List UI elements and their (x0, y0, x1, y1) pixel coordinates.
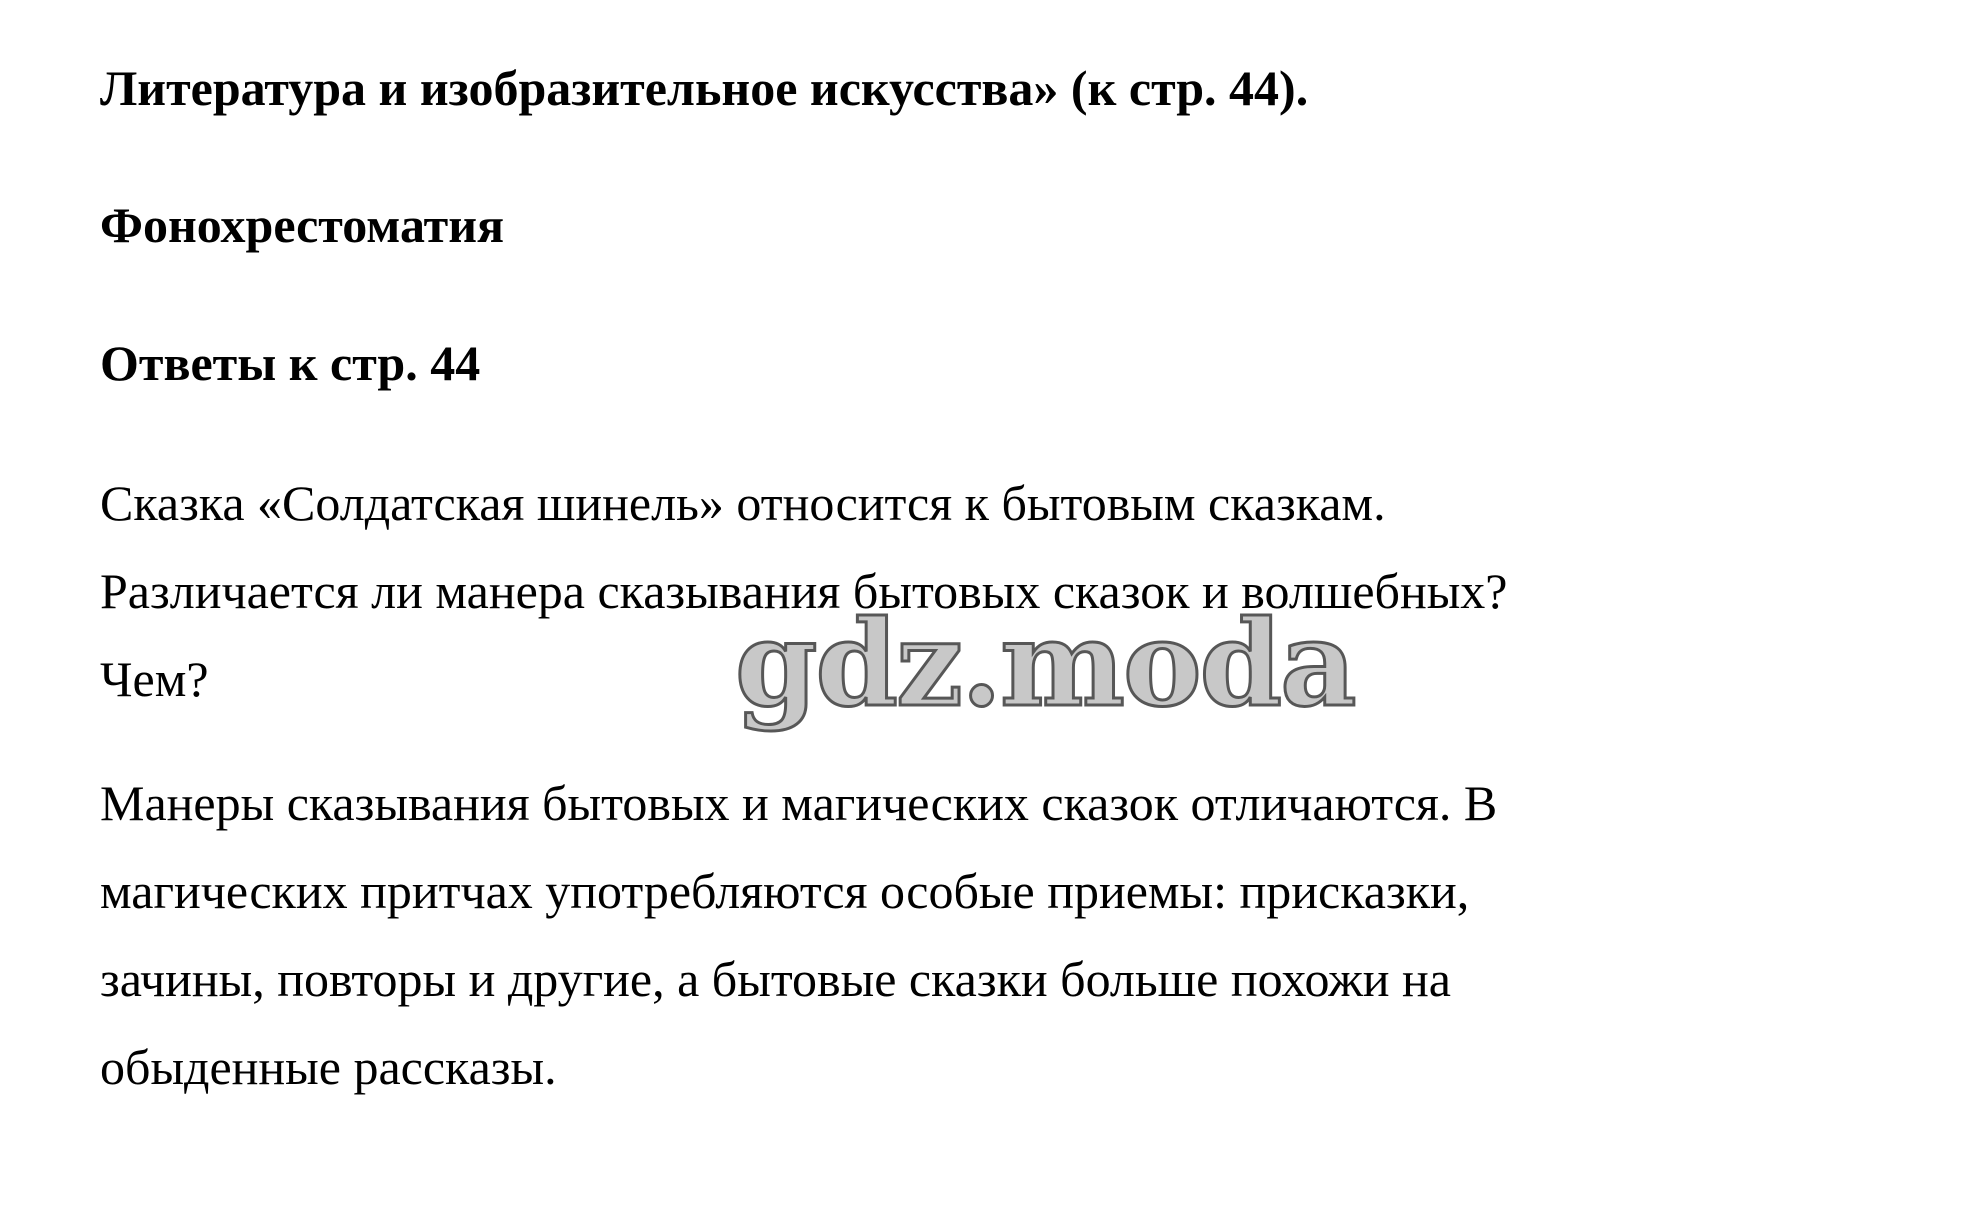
watermark-logo: gdz.moda (735, 594, 1355, 733)
answer-paragraph (100, 759, 1900, 1111)
subsection-title: Фонохрестоматия (100, 197, 505, 253)
question-line: Сказка «Солдатская шинель» относится к бытовым сказкам. (100, 475, 1386, 531)
section-title: Литература и изобразительное искусства» (к стр. 44). (100, 60, 1309, 116)
answer-line: Манеры сказывания бытовых и магических сказок отличаются. В (100, 775, 1498, 831)
answer-line: магических притчах употребляются особые приемы: присказки, (100, 863, 1470, 919)
question-paragraph (100, 459, 1900, 733)
question-line: Различается ли манера сказывания бытовых сказок и волшебных? (100, 563, 1508, 619)
document-page (100, 58, 1900, 1111)
answer-line: обыденные рассказы. (100, 1039, 557, 1095)
answer-line: зачины, повторы и другие, а бытовые сказки больше похожи на (100, 951, 1451, 1007)
answers-title: Ответы к стр. 44 (100, 335, 481, 391)
question-line: Чем? (100, 651, 209, 707)
